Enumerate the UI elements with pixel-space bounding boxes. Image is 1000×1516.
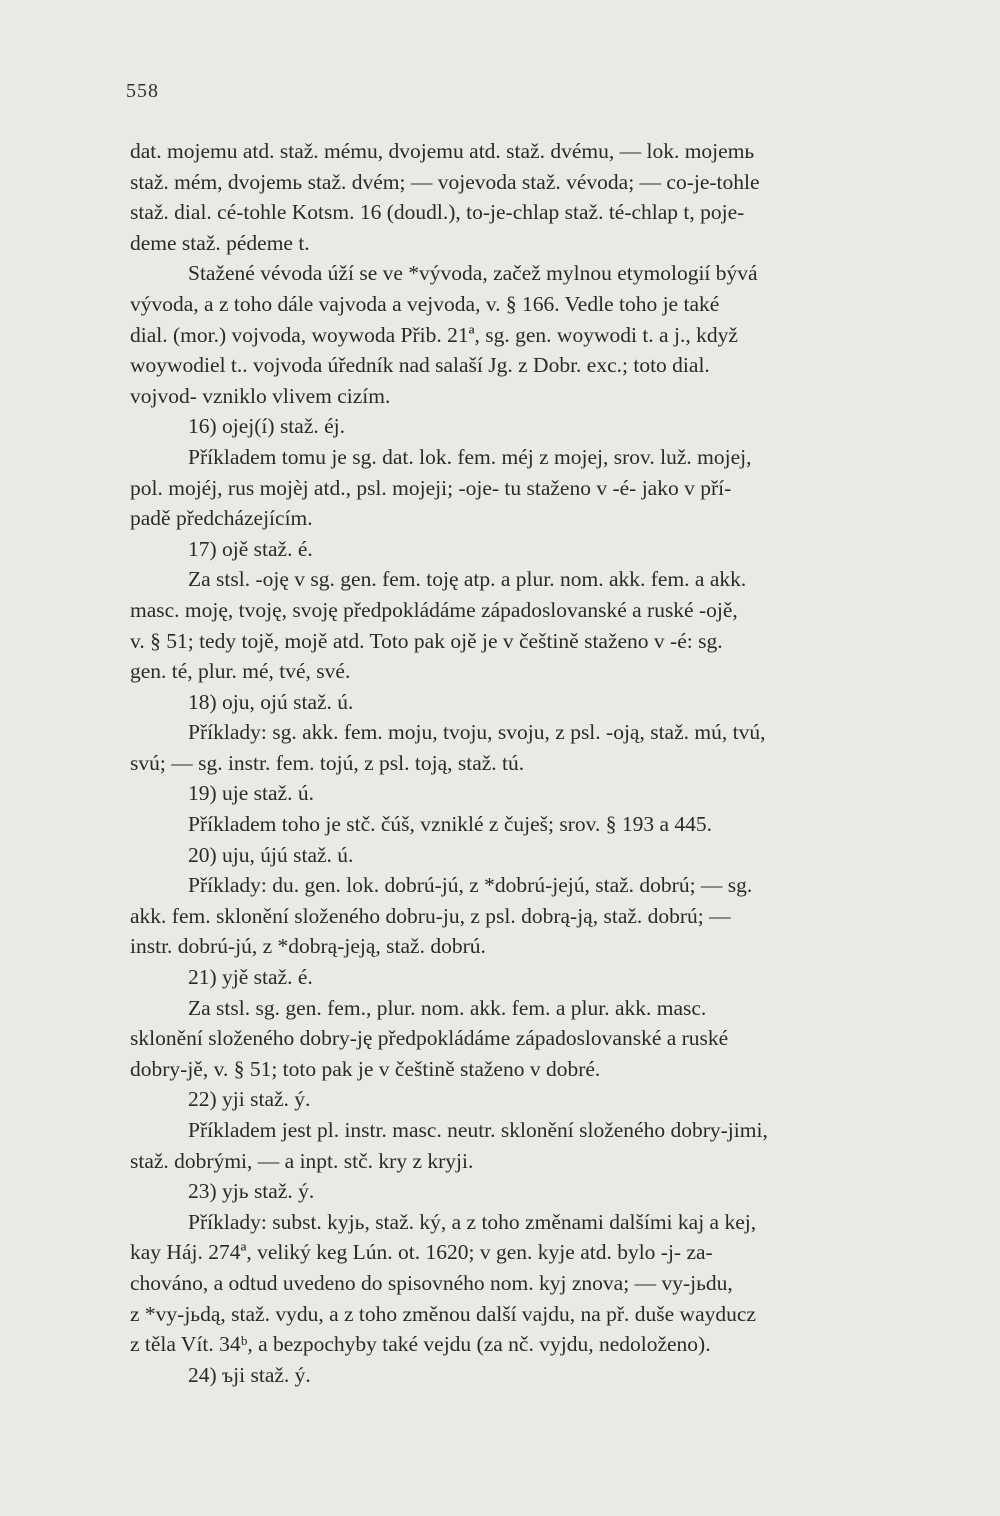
text-line: akk. fem. sklonění složeného dobru-ju, z psl. dobrą-ją, staž. dobrú; — — [130, 903, 731, 928]
text-line: chováno, a odtud uvedeno do spisovného nom. kyj znova; — vy-jьdu, — [130, 1270, 733, 1295]
page-number: 558 — [126, 80, 159, 102]
text-line: dial. (mor.) vojvoda, woywoda Přib. 21ª, sg. gen. woywodi t. a j., když — [130, 322, 738, 347]
text-line: dobry-jě, v. § 51; toto pak je v češtině staženo v dobré. — [130, 1056, 601, 1081]
text-line: 21) yjě staž. é. — [188, 965, 313, 990]
text-line: dat. mojemu atd. staž. mému, dvojemu atd. staž. dvému, — lok. mojemь — [130, 139, 755, 163]
text-line: 22) yji staž. ý. — [188, 1087, 311, 1112]
text-line: 17) ojě staž. é. — [188, 536, 313, 561]
body-text — [130, 136, 935, 1390]
text-line: staž. mém, dvojemь staž. dvém; — vojevoda staž. vévoda; — co-je-tohle — [130, 169, 760, 194]
text-line: Příkladem toho je stč. čúš, vzniklé z čuješ; srov. § 193 a 445. — [188, 812, 713, 837]
text-line: vývoda, a z toho dále vajvoda a vejvoda, v. § 166. Vedle toho je také — [130, 291, 720, 316]
text-line: Příklady: sg. akk. fem. moju, tvoju, svoju, z psl. -oją, staž. mú, tvú, — [188, 720, 766, 745]
text-line: deme staž. pédeme t. — [130, 230, 310, 255]
text-line: staž. dial. cé-tohle Kotsm. 16 (doudl.), to-je-chlap staž. té-chlap t, poje- — [130, 200, 745, 225]
text-line: 24) ъji staž. ý. — [188, 1362, 311, 1387]
text-line: instr. dobrú-jú, z *dobrą-jeją, staž. dobrú. — [130, 934, 486, 959]
text-line: 19) uje staž. ú. — [188, 781, 314, 806]
text-line: z *vy-jьdą, staž. vydu, a z toho změnou další vajdu, na př. duše wayducz — [130, 1301, 756, 1326]
text-line: woywodiel t.. vojvoda úředník nad salaší Jg. z Dobr. exc.; toto dial. — [130, 353, 710, 378]
text-line: padě předcházejícím. — [130, 506, 313, 531]
text-line: Příkladem jest pl. instr. masc. neutr. sklonění složeného dobry-jimi, — [188, 1118, 768, 1142]
text-line: z těla Vít. 34ᵇ, a bezpochyby také vejdu (za nč. vyjdu, nedoloženo). — [130, 1332, 711, 1357]
text-line: 18) oju, ojú staž. ú. — [188, 689, 354, 714]
text-line: Příklady: du. gen. lok. dobrú-jú, z *dobrú-jejú, staž. dobrú; — sg. — [188, 873, 753, 898]
text-line: 23) yjь staž. ý. — [188, 1179, 315, 1204]
text-line: masc. moję, tvoję, svoję předpokládáme západoslovanské a ruské -ojě, — [130, 597, 738, 622]
text-line: 20) uju, újú staž. ú. — [188, 842, 354, 867]
text-line: v. § 51; tedy tojě, mojě atd. Toto pak ojě je v češtině staženo v -é: sg. — [130, 628, 723, 653]
text-line: Příkladem tomu je sg. dat. lok. fem. méj z mojej, srov. luž. mojej, — [188, 444, 752, 469]
text-line: vojvod- vzniklo vlivem cizím. — [130, 383, 391, 408]
text-line: sklonění složeného dobry-ję předpokládáme západoslovanské a ruské — [130, 1026, 729, 1051]
text-line: 16) ojej(í) staž. éj. — [188, 414, 346, 439]
text-line: Stažené vévoda úží se ve *vývoda, začež mylnou etymologií bývá — [188, 261, 758, 286]
text-line: Příklady: subst. kyjь, staž. ký, a z toho změnami dalšími kaj a kej, — [188, 1209, 757, 1234]
text-line: pol. mojéj, rus mojèj atd., psl. mojeji; -oje- tu staženo v -é- jako v pří- — [130, 475, 732, 500]
text-line: staž. dobrými, — a inpt. stč. kry z kryji. — [130, 1148, 474, 1173]
text-line: svú; — sg. instr. fem. tojú, z psl. toją, staž. tú. — [130, 750, 525, 775]
text-line: Za stsl. -oję v sg. gen. fem. toję atp. a plur. nom. akk. fem. a akk. — [188, 567, 747, 592]
text-line: Za stsl. sg. gen. fem., plur. nom. akk. fem. a plur. akk. masc. — [188, 995, 707, 1020]
text-line: gen. té, plur. mé, tvé, své. — [130, 659, 351, 684]
text-line: kay Háj. 274ª, veliký keg Lún. ot. 1620; v gen. kyje atd. bylo -j- za- — [130, 1240, 713, 1265]
